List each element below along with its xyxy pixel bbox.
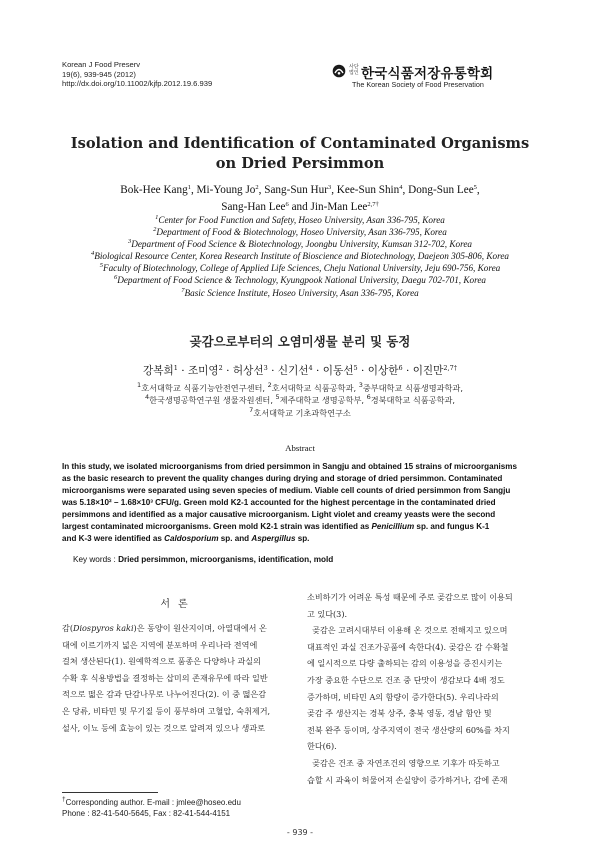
abstract-line: microorganisms were separated using seven species of medium. Viable cell counts of dried persimmon from Sangju <box>62 485 511 495</box>
body-line: 수확 후 식용방법을 결정하는 삽미의 존재유무에 따라 일반 <box>62 672 268 683</box>
korean-author: 이동선$^5$ <box>322 364 358 377</box>
affiliation: $^1$Center for Food Function and Safety, Hoseo University, Asan 336-795, Korea <box>155 214 445 225</box>
korean-affiliation-line: $^7$호서대학교 기초과학연구소 <box>249 405 351 418</box>
section-heading-intro: 서론 <box>160 599 196 610</box>
body-line: 적으로 떫은 감과 단감나무로 나누어진다(2). 이 중 떫은감 <box>62 689 267 700</box>
author: Dong-Sun Lee$^5$, <box>408 184 480 196</box>
logo-small-text: 사단법인 <box>349 64 359 76</box>
abstract-heading: Abstract <box>285 443 315 453</box>
body-column-left <box>62 620 294 736</box>
abstract-line: as the basic research to prevent the quality changes during drying and storage of dried persimmon. Contaminated <box>62 473 503 483</box>
paper-title: Isolation and Identification of Contaminated Organisms on Dried Persimmon <box>70 135 530 172</box>
body-line: 에 일시적으로 다량 출하되는 감의 이용성을 증진시키는 <box>307 658 503 669</box>
affiliation: $^7$Basic Science Institute, Hoseo University, Asan 336-795, Korea <box>181 286 419 298</box>
corresponding-author: †Corresponding author. E-mail : jmlee@hoseo.edu <box>62 796 241 807</box>
body-line: 소비하기가 어려운 특성 때문에 주로 곶감으로 많이 이용되 <box>307 592 513 602</box>
society-emblem-icon <box>332 64 346 78</box>
affiliation: $^2$Department of Food & Biotechnology, Hoseo University, Asan 336-795, Korea <box>153 226 447 238</box>
page-number: - 939 - <box>286 828 314 837</box>
journal-name: Korean J Food Preserv <box>62 60 141 69</box>
author: Kee-Sun Shin$^4$, <box>336 184 409 196</box>
author: Sang-Han Lee$^6$ and <box>221 201 311 213</box>
body-line: 대표적인 과실 건조가공품에 속한다(4). 곶감은 감 수확철 <box>307 641 509 652</box>
korean-title: 곶감으로부터의 오염미생물 분리 및 동정 <box>189 334 411 349</box>
abstract-body <box>62 461 538 545</box>
author: Mi-Young Jo$^2$, <box>196 184 265 196</box>
keywords-label: Key words : <box>73 555 119 564</box>
body-line: 증가하며, 비타민 A의 함량이 증가한다(5). 우리나라의 <box>307 691 499 702</box>
abstract-line: was 5.18×10² – 1.68×10³ CFU/g. Green mold K2-1 accounted for the highest percentage in the contaminated dried <box>62 497 496 507</box>
body-line: 전북 완주 등이며, 상주지역이 전국 생산량의 60%를 차지 <box>307 724 510 735</box>
korean-affiliation-line: $^1$호서대학교 식품기능안전연구센터, $^2$호서대학교 식품공학과, $^3$중부대학교 식품생명과학과, <box>137 381 463 393</box>
body-line: 설사, 이뇨 등에 효능이 있는 것으로 알려져 있으나 생과로 <box>62 722 265 733</box>
korean-author: 강복희$^1$ <box>142 364 178 377</box>
korean-author: 조미영$^2$ <box>187 364 223 377</box>
korean-author-list: 강복희$^1$ · 조미영$^2$ · 허상선$^3$ · 신기선$^4$ · 이동선$^5$ · 이상한$^6$ · 이진만$^{2,7\dagger}$ <box>142 364 457 377</box>
society-name-korean: 한국식품저장유통학회 <box>361 66 494 82</box>
society-name-english: The Korean Society of Food Preservation <box>352 80 484 89</box>
korean-affiliation-line: $^4$한국생명공학연구원 생물자원센터, $^5$제주대학교 생명공학부, $^6$경북대학교 식품공학과, <box>144 393 456 406</box>
abstract-line: largest contaminated microorganisms. Green mold K2-1 strain was identified as Penicillium sp. and fungus K-1 <box>62 521 490 531</box>
body-line: 한다(6). <box>307 741 337 752</box>
body-line: 대에 이르기까지 넓은 지역에 분포하며 우리나라 전역에 <box>62 639 258 650</box>
affiliation: $^6$Department of Food Science & Technology, Kyungpook National University, Daegu 702-701, Korea <box>113 274 487 286</box>
affiliation: $^3$Department of Food Science & Biotechnology, Joongbu University, Kumsan 312-702, Korea <box>127 238 473 250</box>
society-logo <box>332 62 532 92</box>
genus-name: Aspergillus <box>251 533 296 543</box>
keywords-text: Dried persimmon, microorganisms, identification, mold <box>118 555 334 564</box>
affiliation: $^5$Faculty of Biotechnology, College of Applied Life Sciences, Cheju National University, Jeju 690-756, Korea <box>99 262 501 274</box>
abstract-line: and K-3 were identified as Caldosporium sp. and Aspergillus sp. <box>62 533 310 543</box>
author: Jin-Man Lee$^{2,7\dagger}$ <box>310 201 379 213</box>
affiliation-list <box>40 214 560 299</box>
footnote <box>62 797 241 819</box>
korean-author: 허상선$^3$ <box>232 364 268 377</box>
affiliation: $^4$Biological Resource Center, Korea Research Institute of Bioscience and Biotechnology, Daejeon 305-806, Korea <box>90 250 510 262</box>
author: Bok-Hee Kang$^1$, <box>120 184 197 196</box>
doi-link[interactable]: http://dx.doi.org/10.11002/kjfp.2012.19.6.939 <box>62 79 213 89</box>
body-line: 곶감 주 생산지는 경북 상주, 충북 영동, 경남 함안 및 <box>307 708 492 719</box>
author-list <box>60 182 540 216</box>
body-line: 은 당류, 비타민 및 무기질 등이 풍부하며 고혈압, 숙취제거, <box>62 705 271 716</box>
body-line: 습할 시 과육이 허물어져 손실양이 증가하거나, 감에 존재 <box>307 774 508 785</box>
body-line: 고 있다(3). <box>307 608 348 619</box>
journal-header <box>62 60 212 89</box>
body-line: 감(Diospyros kaki)은 동양이 원산지이며, 아열대에서 온 <box>62 623 267 633</box>
body-line: 걸쳐 생산된다(1). 원예학적으로 품종은 다양하나 과실의 <box>62 656 261 667</box>
korean-author: 이상한$^6$ <box>367 364 403 377</box>
genus-name: Caldosporium <box>164 533 219 543</box>
korean-author: 신기선$^4$ <box>277 364 313 377</box>
body-line: 가장 중요한 수단으로 건조 중 단맛이 생감보다 4배 정도 <box>307 674 505 685</box>
body-line: 곶감은 건조 중 자연조건의 영향으로 기후가 따듯하고 <box>307 757 500 768</box>
contact-phone: Phone : 82-41-540-5645, Fax : 82-41-544-4151 <box>62 809 231 819</box>
journal-volume: 19(6), 939-945 (2012) <box>62 69 136 79</box>
footnote-divider <box>62 792 158 793</box>
abstract-line: In this study, we isolated microorganisms from dried persimmon in Sangju and obtained 15 strains of microorganisms <box>62 462 517 471</box>
korean-author: 이진만$^{2,7\dagger}$ <box>412 364 457 377</box>
body-column-right <box>307 589 539 788</box>
author: Sang-Sun Hur$^3$, <box>264 184 337 196</box>
keywords <box>73 555 333 564</box>
abstract-line: persimmons and identified as a major causative microorganism. Light violet and creamy yeasts were the second <box>62 509 496 519</box>
body-line: 곶감은 고려시대부터 이용해 온 것으로 전해지고 있으며 <box>307 625 508 636</box>
genus-name: Penicillium <box>371 521 415 531</box>
species-name: Diospyros kaki <box>72 623 134 633</box>
korean-affiliation-list <box>60 382 540 419</box>
